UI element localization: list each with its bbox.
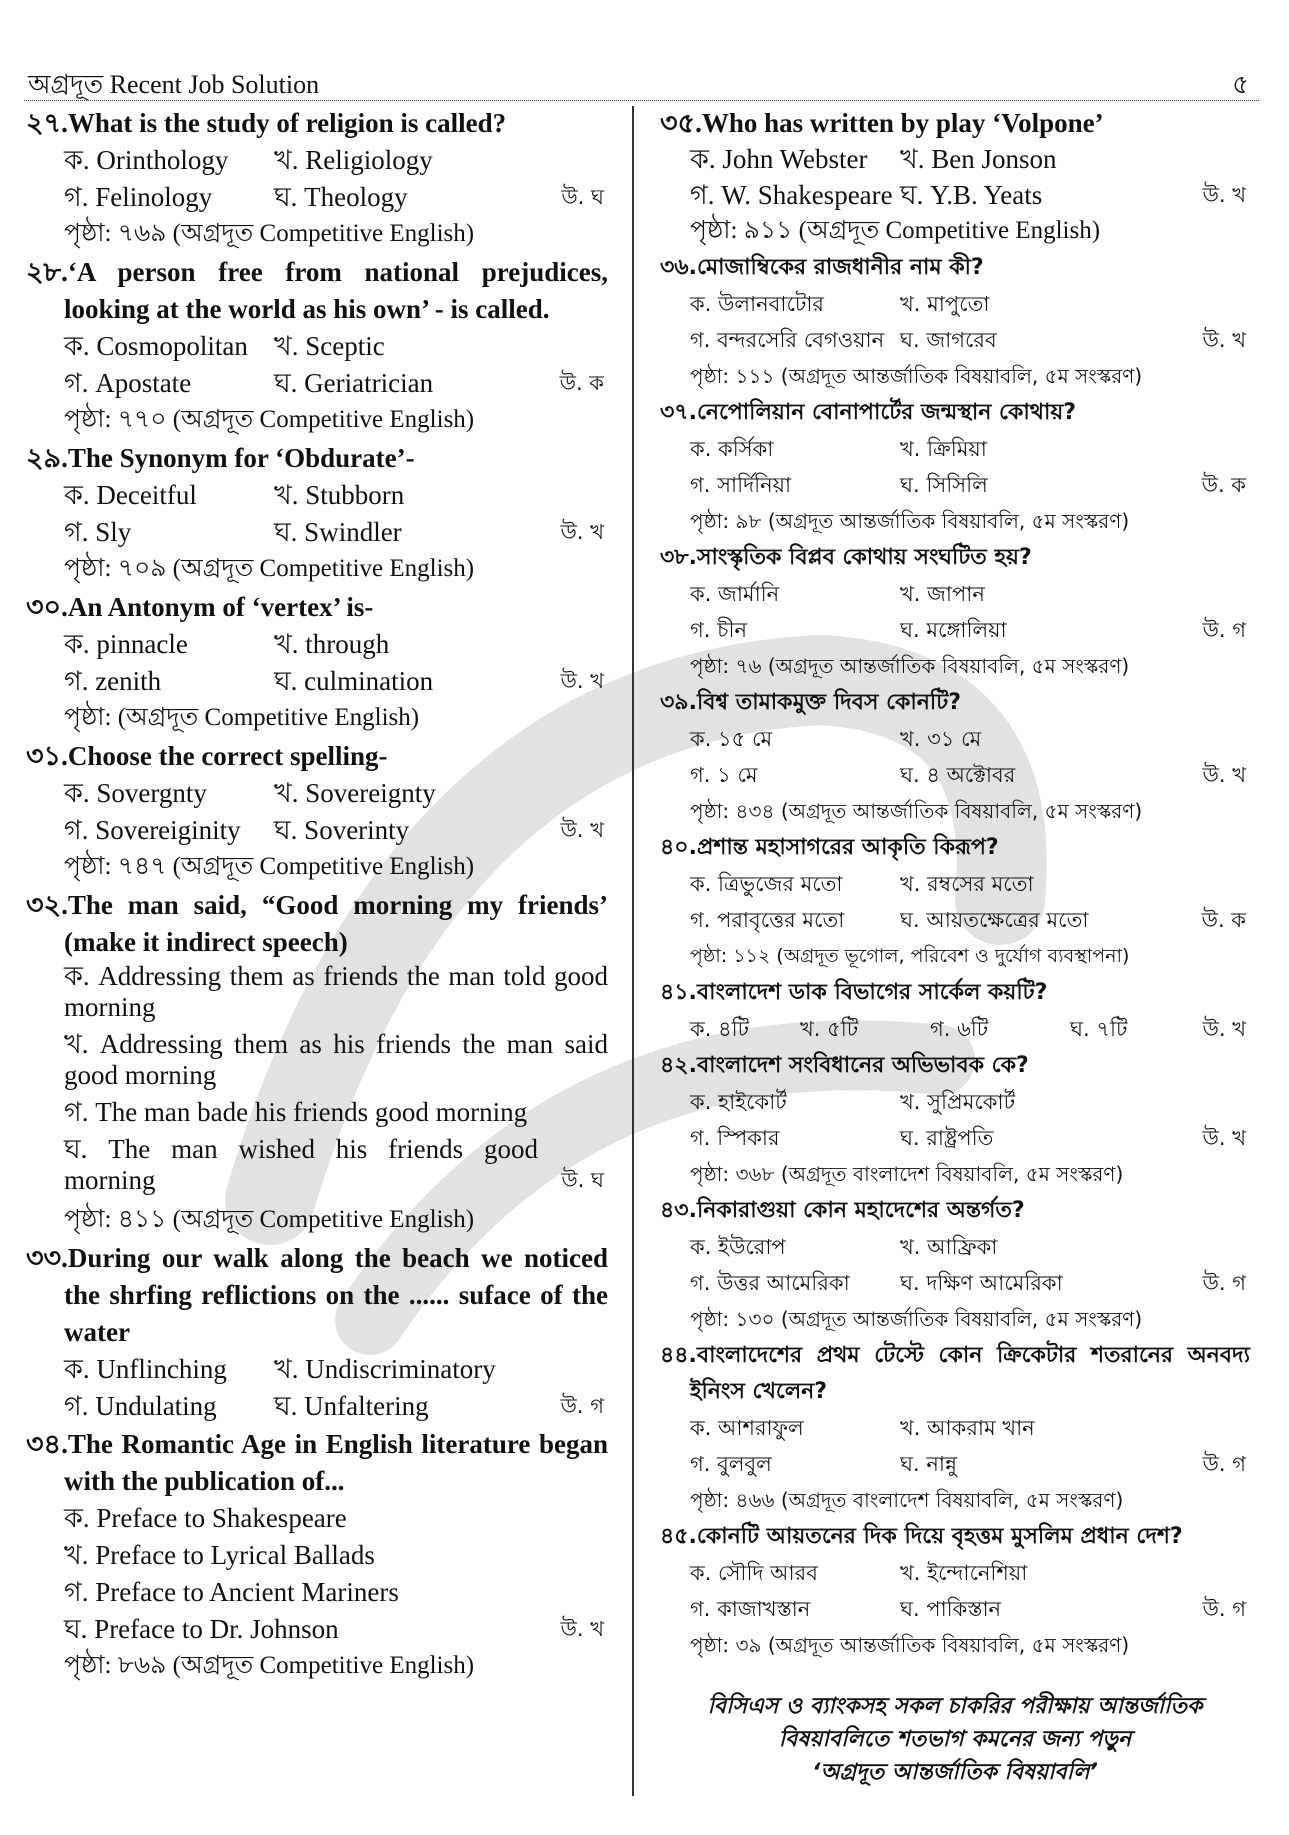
option-row [690, 1084, 1250, 1120]
ad-line-1: বিসিএস ও ব্যাংকসহ সকল চাকরির পরীক্ষায় আন্তর্জাতিক [707, 1694, 1203, 1719]
option-b: খ. সুপ্রিমকোর্ট [900, 1090, 1016, 1114]
page-header [24, 62, 1259, 101]
page-reference: পৃষ্ঠা: ৭৭০ (অগ্রদূত Competitive English) [64, 406, 475, 433]
question-number: ৪৩. [660, 1198, 697, 1223]
question-45 [660, 1519, 1250, 1663]
option-b: খ. আফ্রিকা [900, 1235, 998, 1259]
question-number: ৩৮. [660, 545, 697, 570]
option-a: ক. Sovergnty [64, 778, 207, 808]
question-39 [660, 685, 1250, 829]
options [690, 1011, 1250, 1047]
option-row [64, 775, 608, 812]
option-row [690, 866, 1250, 902]
answer: উ. ক [1201, 908, 1246, 932]
column-divider [632, 106, 634, 1796]
option-d: ঘ. Swindler [274, 517, 402, 547]
option-c: গ. চীন [690, 618, 747, 642]
option-d: ঘ. পাকিস্তান [900, 1597, 1002, 1621]
option-row [64, 812, 608, 849]
option-d: ঘ. Unfaltering [274, 1391, 429, 1421]
answer: উ. খ [1202, 1126, 1246, 1150]
option-b: খ. Stubborn [274, 480, 405, 510]
option-row [690, 757, 1250, 793]
question-32 [26, 887, 608, 1239]
question-body: বাংলাদেশ ডাক বিভাগের সার্কেল কয়টি? [696, 980, 1048, 1005]
page-reference: পৃষ্ঠা: ৭৬ (অগ্রদূত আন্তর্জাতিক বিষয়াবলি, ৫ম সংস্করণ) [690, 654, 1130, 678]
option-b: খ. Religiology [274, 145, 433, 175]
option-d: ঘ. নান্নু [900, 1452, 957, 1476]
option-b: খ. রম্বসের মতো [900, 872, 1034, 896]
question-body: মোজাম্বিকের রাজধানীর নাম কী? [696, 255, 984, 280]
header-title: অগ্রদূত Recent Job Solution [28, 70, 320, 99]
option-b: খ. through [274, 629, 390, 659]
option-d-wrap [64, 1134, 608, 1196]
ad-line-3: ‘অগ্রদূত আন্তর্জাতিক বিষয়াবলি’ [812, 1760, 1098, 1785]
question-29 [26, 440, 608, 588]
option-row [64, 1537, 608, 1574]
question-number: ৩৫. [660, 108, 702, 138]
option-d: ঘ. Theology [274, 182, 408, 212]
option-b: খ. ৫টি [800, 1017, 859, 1041]
option-a: ক. কর্সিকা [690, 437, 774, 461]
answer: উ. খ [1202, 763, 1246, 787]
question-number: ৪৫. [660, 1524, 697, 1549]
option-b: খ. Preface to Lyrical Ballads [64, 1540, 375, 1570]
question-body: বিশ্ব তামাকমুক্ত দিবস কোনটি? [696, 690, 961, 715]
option-row [690, 1410, 1250, 1446]
question-text [26, 440, 608, 477]
options [690, 141, 1250, 213]
option-b: খ. ৩১ মে [900, 727, 982, 751]
option-c: গ. W. Shakespeare [690, 180, 893, 210]
question-body: The Romantic Age in English literature began with the publication of... [64, 1429, 608, 1496]
question-number: ৩৬. [660, 255, 697, 280]
options [64, 1500, 608, 1648]
question-number: ৩২. [26, 890, 68, 920]
option-row [64, 179, 608, 216]
left-column [26, 104, 608, 1685]
answer: উ. খ [1202, 1017, 1246, 1041]
answer: উ. ঘ [561, 185, 604, 209]
options [64, 775, 608, 849]
option-row [690, 612, 1250, 648]
question-number: ৩৪. [26, 1429, 68, 1459]
question-number: ২৮. [26, 257, 68, 287]
question-30 [26, 589, 608, 737]
question-body: কোনটি আয়তনের দিক দিয়ে বৃহত্তম মুসলিম প্রধান দেশ? [696, 1524, 1183, 1549]
option-d: ঘ. আয়তক্ষেত্রের মতো [900, 908, 1089, 932]
question-body: The Synonym for ‘Obdurate’- [67, 443, 415, 473]
question-text [660, 1519, 1250, 1555]
option-c: গ. Apostate [64, 368, 192, 398]
page-reference: পৃষ্ঠা: ৭৪৭ (অগ্রদূত Competitive English) [64, 853, 475, 880]
option-b: খ. জাপান [900, 582, 985, 606]
option-c: গ. Sly [64, 517, 132, 547]
question-44 [660, 1338, 1250, 1518]
question-body: Choose the correct spelling- [67, 741, 388, 771]
question-body: ‘A person free from national prejudices, looking at the world as his own’ - is called. [64, 257, 608, 324]
options [64, 328, 608, 402]
options [64, 477, 608, 551]
question-number: ৪৪. [660, 1343, 697, 1368]
option-row [64, 626, 608, 663]
option-c: গ. ১ মে [690, 763, 758, 787]
question-number: ৩১. [26, 741, 68, 771]
option-row [690, 467, 1250, 503]
page-reference: পৃষ্ঠা: ৯১১ (অগ্রদূত Competitive English) [690, 217, 1101, 244]
right-column [660, 104, 1250, 1663]
option-d: ঘ. দক্ষিণ আমেরিকা [900, 1271, 1063, 1295]
answer: উ. ক [1201, 473, 1246, 497]
question-34 [26, 1426, 608, 1685]
question-text [660, 1048, 1250, 1084]
question-number: ৪০. [660, 835, 697, 860]
option-c: গ. উত্তর আমেরিকা [690, 1271, 850, 1295]
question-body: প্রশান্ত মহাসাগরের আকৃতি কিরূপ? [696, 835, 999, 860]
question-42 [660, 1048, 1250, 1192]
question-body: What is the study of religion is called? [67, 108, 507, 138]
option-b: খ. Sceptic [274, 331, 385, 361]
option-a: ক. John Webster [690, 144, 868, 174]
question-31 [26, 738, 608, 886]
question-body: Who has written by play ‘Volpone’ [701, 108, 1104, 138]
option-d: ঘ. জাগরেব [900, 328, 997, 352]
option-c: গ. Felinology [64, 182, 213, 212]
option-d: ঘ. সিসিলি [900, 473, 988, 497]
question-body: An Antonym of ‘vertex’ is- [67, 592, 374, 622]
page-reference: পৃষ্ঠা: ১৩০ (অগ্রদূত আন্তর্জাতিক বিষয়াবলি, ৫ম সংস্করণ) [690, 1307, 1143, 1331]
option-d: ঘ. রাষ্ট্রপতি [900, 1126, 994, 1150]
options [690, 1410, 1250, 1482]
option-c: গ. Undulating [64, 1391, 217, 1421]
question-number: ৩০. [26, 592, 68, 622]
option-row [64, 477, 608, 514]
option-row [64, 328, 608, 365]
page-reference: পৃষ্ঠা: ৩৬৮ (অগ্রদূত বাংলাদেশ বিষয়াবলি, ৫ম সংস্করণ) [690, 1162, 1124, 1186]
question-28 [26, 254, 608, 439]
question-36 [660, 250, 1250, 394]
option-row [64, 365, 608, 402]
option-row [690, 177, 1250, 213]
option-b: খ. Undiscriminatory [274, 1354, 496, 1384]
option-row [690, 322, 1250, 358]
question-text [660, 105, 1250, 141]
option-d: ঘ. Soverinty [274, 815, 410, 845]
page-reference: পৃষ্ঠা: ৪১১ (অগ্রদূত Competitive English) [64, 1206, 475, 1233]
question-text [660, 1193, 1250, 1229]
question-text [26, 589, 608, 626]
option-a: ক. হাইকোর্ট [690, 1090, 787, 1114]
page-reference: পৃষ্ঠা: ৭০৯ (অগ্রদূত Competitive English) [64, 555, 475, 582]
answer: উ. ঘ [561, 1168, 604, 1192]
option-row [64, 514, 608, 551]
answer: উ. খ [1202, 328, 1246, 352]
question-35 [660, 105, 1250, 249]
question-number: ৩৩. [26, 1243, 68, 1273]
option-b: খ. Addressing them as his friends the man said good morning [64, 1029, 608, 1090]
option-a: ক. সৌদি আরব [690, 1561, 818, 1585]
question-40 [660, 830, 1250, 974]
option-row [64, 1351, 608, 1388]
question-43 [660, 1193, 1250, 1337]
option-row [690, 1229, 1250, 1265]
question-text [26, 1240, 608, 1351]
option-c: গ. কাজাখস্তান [690, 1597, 811, 1621]
option-d: ঘ. Geriatrician [274, 368, 434, 398]
options [690, 1229, 1250, 1301]
option-row [690, 1555, 1250, 1591]
option-row [690, 286, 1250, 322]
page-reference: পৃষ্ঠা: (অগ্রদূত Competitive English) [64, 704, 420, 731]
option-a: ক. Orinthology [64, 145, 229, 175]
option-c: গ. পরাবৃত্তের মতো [690, 908, 845, 932]
question-body: বাংলাদেশ সংবিধানের অভিভাবক কে? [696, 1053, 1029, 1078]
question-41 [660, 975, 1250, 1047]
option-c: গ. সার্দিনিয়া [690, 473, 792, 497]
option-c: গ. Preface to Ancient Mariners [64, 1577, 399, 1607]
answer: উ. গ [1202, 1452, 1246, 1476]
options [64, 1351, 608, 1425]
option-row [64, 1388, 608, 1425]
page-reference: পৃষ্ঠা: ৪৩৪ (অগ্রদূত আন্তর্জাতিক বিষয়াবলি, ৫ম সংস্করণ) [690, 799, 1143, 823]
option-a: ক. ১৫ মে [690, 727, 773, 751]
option-a: ক. Deceitful [64, 480, 197, 510]
option-b: খ. মাপুতো [900, 292, 990, 316]
question-text [26, 738, 608, 775]
question-text [660, 395, 1250, 431]
option-c: গ. বুলবুল [690, 1452, 772, 1476]
option-row [690, 141, 1250, 177]
answer: উ. খ [1202, 183, 1246, 207]
option-a: ক. Cosmopolitan [64, 331, 248, 361]
page-reference: পৃষ্ঠা: ১১১ (অগ্রদূত আন্তর্জাতিক বিষয়াবলি, ৫ম সংস্করণ) [690, 364, 1143, 388]
question-27 [26, 105, 608, 253]
option-a: ক. উলানবাটোর [690, 292, 824, 316]
question-body: সাংস্কৃতিক বিপ্লব কোথায় সংঘটিত হয়? [696, 545, 1032, 570]
option-a: ক. ইউরোপ [690, 1235, 786, 1259]
question-37 [660, 395, 1250, 539]
option-a: ক. pinnacle [64, 629, 188, 659]
advertisement-box [660, 1690, 1250, 1789]
question-text [660, 685, 1250, 721]
question-number: ৩৭. [660, 400, 697, 425]
question-text [660, 975, 1250, 1011]
page-number: ৫ [1232, 70, 1249, 99]
options [64, 626, 608, 700]
option-row [690, 1446, 1250, 1482]
answer: উ. ক [559, 371, 604, 395]
option-row [64, 142, 608, 179]
option-row [64, 663, 608, 700]
options [690, 576, 1250, 648]
question-text [660, 250, 1250, 286]
options [690, 866, 1250, 938]
option-row [690, 1265, 1250, 1301]
option-a: ক. Unflinching [64, 1354, 227, 1384]
option-row [64, 1611, 608, 1648]
question-text [660, 540, 1250, 576]
option-row [690, 721, 1250, 757]
options [690, 1555, 1250, 1627]
answer: উ. খ [560, 520, 604, 544]
question-body: The man said, “Good morning my friends’ (make it indirect speech) [64, 890, 608, 957]
options [690, 286, 1250, 358]
option-row [690, 1591, 1250, 1627]
page-reference: পৃষ্ঠা: ৩৯ (অগ্রদূত আন্তর্জাতিক বিষয়াবলি, ৫ম সংস্করণ) [690, 1633, 1130, 1657]
question-text [660, 830, 1250, 866]
option-a: ক. ৪টি [690, 1017, 750, 1041]
option-b: খ. Ben Jonson [900, 144, 1057, 174]
option-c: গ. বন্দরসেরি বেগওয়ান [690, 328, 885, 352]
options [64, 142, 608, 216]
option-d: ঘ. The man wished his friends good morning [64, 1134, 538, 1195]
answer: উ. গ [1202, 618, 1246, 642]
question-number: ৪১. [660, 980, 697, 1005]
option-a: ক. ত্রিভুজের মতো [690, 872, 843, 896]
page-reference: পৃষ্ঠা: ৪৬৬ (অগ্রদূত বাংলাদেশ বিষয়াবলি, ৫ম সংস্করণ) [690, 1488, 1124, 1512]
option-d: ঘ. Y.B. Yeats [900, 180, 1043, 210]
option-b: খ. ক্রিমিয়া [900, 437, 987, 461]
question-text [26, 105, 608, 142]
answer: উ. গ [1202, 1271, 1246, 1295]
option-b: খ. ইন্দোনেশিয়া [900, 1561, 1028, 1585]
option-a: ক. আশরাফুল [690, 1416, 804, 1440]
question-body: বাংলাদেশের প্রথম টেস্টে কোন ক্রিকেটার শতরানের অনবদ্য ইনিংস খেলেন? [690, 1343, 1250, 1404]
answer: উ. খ [560, 818, 604, 842]
option-a: ক. Preface to Shakespeare [64, 1503, 347, 1533]
options [64, 961, 608, 1196]
option-d: ঘ. মঙ্গোলিয়া [900, 618, 1007, 642]
option-row [690, 1011, 1250, 1047]
option-c: গ. The man bade his friends good morning [64, 1097, 528, 1127]
question-text [660, 1338, 1250, 1410]
option-c: গ. স্পিকার [690, 1126, 780, 1150]
question-number: ২৯. [26, 443, 68, 473]
question-body: During our walk along the beach we noticed the shrfing reflictions on the ...... suface of the water [64, 1243, 608, 1347]
options [690, 431, 1250, 503]
option-row [64, 1500, 608, 1537]
question-38 [660, 540, 1250, 684]
option-row [690, 1120, 1250, 1156]
option-c: গ. Sovereiginity [64, 815, 241, 845]
page-reference: পৃষ্ঠা: ৮৬৯ (অগ্রদূত Competitive English) [64, 1652, 475, 1679]
options [690, 1084, 1250, 1156]
question-number: ৪২. [660, 1053, 697, 1078]
option-a: ক. Addressing them as friends the man told good morning [64, 961, 608, 1022]
option-row [690, 431, 1250, 467]
option-d: ঘ. culmination [274, 666, 434, 696]
ad-line-2: বিষয়াবলিতে শতভাগ কমনের জন্য পড়ুন [778, 1727, 1132, 1752]
question-body: নিকারাগুয়া কোন মহাদেশের অন্তর্গত? [696, 1198, 1025, 1223]
option-a: ক. জার্মানি [690, 582, 780, 606]
question-number: ২৭. [26, 108, 68, 138]
answer: উ. গ [560, 1394, 604, 1418]
option-d: ঘ. ৪ অক্টোবর [900, 763, 1016, 787]
answer: উ. গ [1202, 1597, 1246, 1621]
question-text [26, 254, 608, 328]
option-row [690, 902, 1250, 938]
page-reference: পৃষ্ঠা: ৯৮ (অগ্রদূত আন্তর্জাতিক বিষয়াবলি, ৫ম সংস্করণ) [690, 509, 1130, 533]
question-text [26, 887, 608, 961]
question-number: ৩৯. [660, 690, 697, 715]
page-reference: পৃষ্ঠা: ১১২ (অগ্রদূত ভূগোল, পরিবেশ ও দুর্যোগ ব্যবস্থাপনা) [690, 945, 1130, 967]
question-text [26, 1426, 608, 1500]
answer: উ. খ [560, 1617, 604, 1641]
option-b: খ. আকরাম খান [900, 1416, 1035, 1440]
option-row [690, 576, 1250, 612]
question-body: নেপোলিয়ান বোনাপার্টের জন্মস্থান কোথায়? [696, 400, 1077, 425]
question-33 [26, 1240, 608, 1425]
option-row [64, 1574, 608, 1611]
page-reference: পৃষ্ঠা: ৭৬৯ (অগ্রদূত Competitive English) [64, 220, 475, 247]
option-d: ঘ. ৭টি [1070, 1017, 1128, 1041]
option-d: ঘ. Preface to Dr. Johnson [64, 1614, 339, 1644]
option-c: গ. zenith [64, 666, 162, 696]
answer: উ. খ [560, 669, 604, 693]
options [690, 721, 1250, 793]
option-b: খ. Sovereignty [274, 778, 436, 808]
option-c: গ. ৬টি [930, 1017, 989, 1041]
